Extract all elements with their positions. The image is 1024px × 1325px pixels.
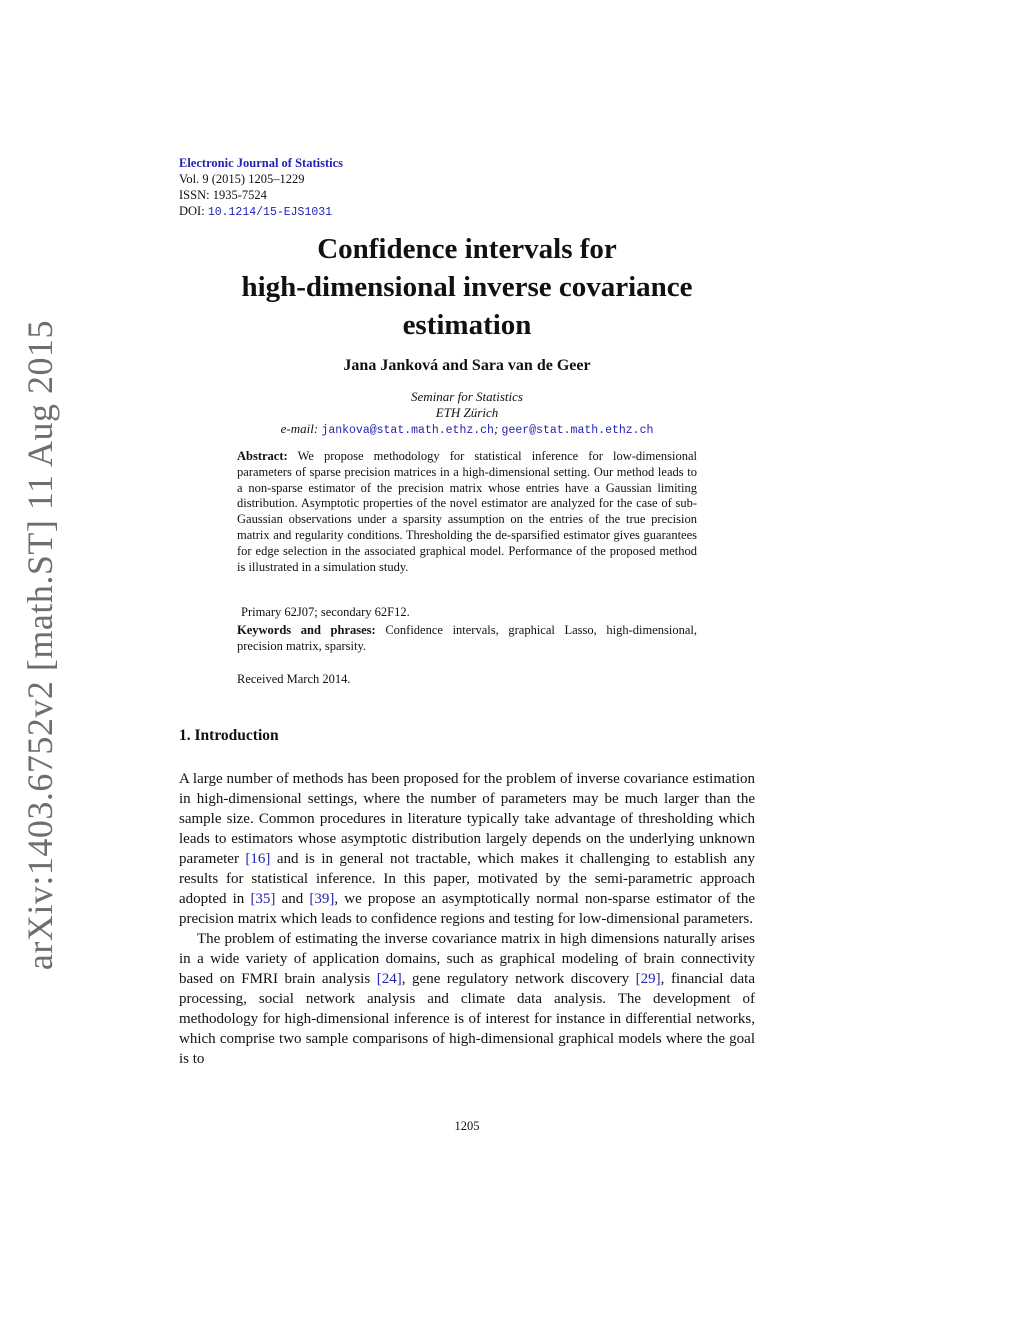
- abstract: [237, 449, 697, 575]
- email-line: [179, 421, 755, 439]
- keywords-text: Confidence intervals, graphical Lasso, high-dimensional, precision matrix, sparsity.: [237, 623, 697, 653]
- email-label: e-mail:: [280, 421, 319, 436]
- page-number: 1205: [454, 1119, 480, 1133]
- paragraph-2-text-c: , financial data processing, social network analysis and climate data analysis. The development of methodology for high-dimensional inference is of interest for instance in differential networks, which comprise two sample comparisons of high-dimensional graphical models where the goal is to: [179, 971, 755, 1067]
- affiliation-line-1: Seminar for Statistics: [411, 389, 523, 404]
- title-line-3: estimation: [402, 309, 532, 341]
- citation-16[interactable]: [16]: [245, 851, 271, 867]
- section-heading-introduction: [179, 727, 279, 745]
- email-link-jankova[interactable]: jankova@stat.math.ethz.ch: [321, 424, 494, 437]
- paragraph-2-text-a: The problem of estimating the inverse covariance matrix in high dimensions naturally arises in a wide variety of application domains, such as graphical modeling of brain connectivity based on FMRI brain analysis: [179, 931, 755, 987]
- paragraph-1-text-c: and: [275, 891, 310, 907]
- journal-volume: Vol. 9 (2015) 1205–1229: [179, 172, 305, 186]
- title-line-2: high-dimensional inverse covariance: [241, 271, 693, 303]
- email-separator: ;: [493, 421, 499, 436]
- abstract-text: We propose methodology for statistical inference for low-dimensional parameters of sparse precision matrices in a high-dimensional setting. Our method leads to a non-sparse estimator of the precision matrix whose entries have a Gaussian limiting distribution. Asymptotic properties of the novel estimator are analyzed for the case of sub-Gaussian observations under a sparsity assumption on the entries of the true precision matrix and regularity conditions. Thresholding the de-sparsified estimator gives guarantees for edge selection in the associated graphical model. Performance of the proposed method is illustrated in a simulation study.: [237, 449, 697, 574]
- paper-authors: Jana Janková and Sara van de Geer: [343, 357, 591, 374]
- citation-39[interactable]: [39]: [309, 891, 335, 907]
- journal-issn: ISSN: 1935-7524: [179, 188, 267, 202]
- doi-link[interactable]: 10.1214/15-EJS1031: [207, 206, 333, 219]
- citation-29[interactable]: [29]: [635, 971, 661, 987]
- paragraph-1-text-a: A large number of methods has been proposed for the problem of inverse covariance estimation in high-dimensional settings, where the number of parameters may be much larger than the sample size. Common procedures in literature typically take advantage of thresholding which leads to estimators whose asymptotic distribution largely depends on the underlying unknown parameter: [179, 771, 755, 867]
- paragraph-2: [179, 929, 755, 1069]
- keywords-label: Keywords and phrases:: [237, 623, 376, 637]
- affiliation-line-2: ETH Zürich: [435, 405, 499, 420]
- paragraph-1: [179, 769, 755, 929]
- paragraph-2-text-b: , gene regulatory network discovery: [401, 971, 636, 987]
- email-link-geer[interactable]: geer@stat.math.ethz.ch: [501, 424, 654, 437]
- msc-classification: Primary 62J07; secondary 62F12.: [241, 605, 410, 619]
- citation-24[interactable]: [24]: [376, 971, 402, 987]
- title-line-1: Confidence intervals for: [317, 233, 617, 265]
- journal-doi: [179, 203, 343, 221]
- section-number: 1.: [179, 727, 191, 744]
- introduction-body: [179, 769, 755, 1069]
- section-title: Introduction: [194, 727, 279, 744]
- arxiv-identifier-text: arXiv:1403.6752v2 [math.ST] 11 Aug 2015: [20, 319, 60, 971]
- arxiv-identifier-stamp: [20, 319, 60, 971]
- paragraph-1-text-b: and is in general not tractable, which makes it challenging to establish any results for statistical inference. In this paper, motivated by the semi-parametric approach adopted in: [179, 851, 755, 907]
- paragraph-1-text-d: , we propose an asymptotically normal non-sparse estimator of the precision matrix which leads to confidence regions and testing for low-dimensional parameters.: [179, 891, 755, 927]
- citation-35[interactable]: [35]: [250, 891, 276, 907]
- doi-label: DOI:: [179, 204, 205, 218]
- abstract-label: Abstract:: [237, 449, 288, 463]
- journal-name-link[interactable]: Electronic Journal of Statistics: [179, 156, 343, 170]
- received-date: Received March 2014.: [237, 672, 351, 686]
- journal-info: [179, 155, 343, 221]
- keywords: [237, 622, 697, 654]
- paper-title: [179, 230, 755, 344]
- author-affiliation: [179, 389, 755, 439]
